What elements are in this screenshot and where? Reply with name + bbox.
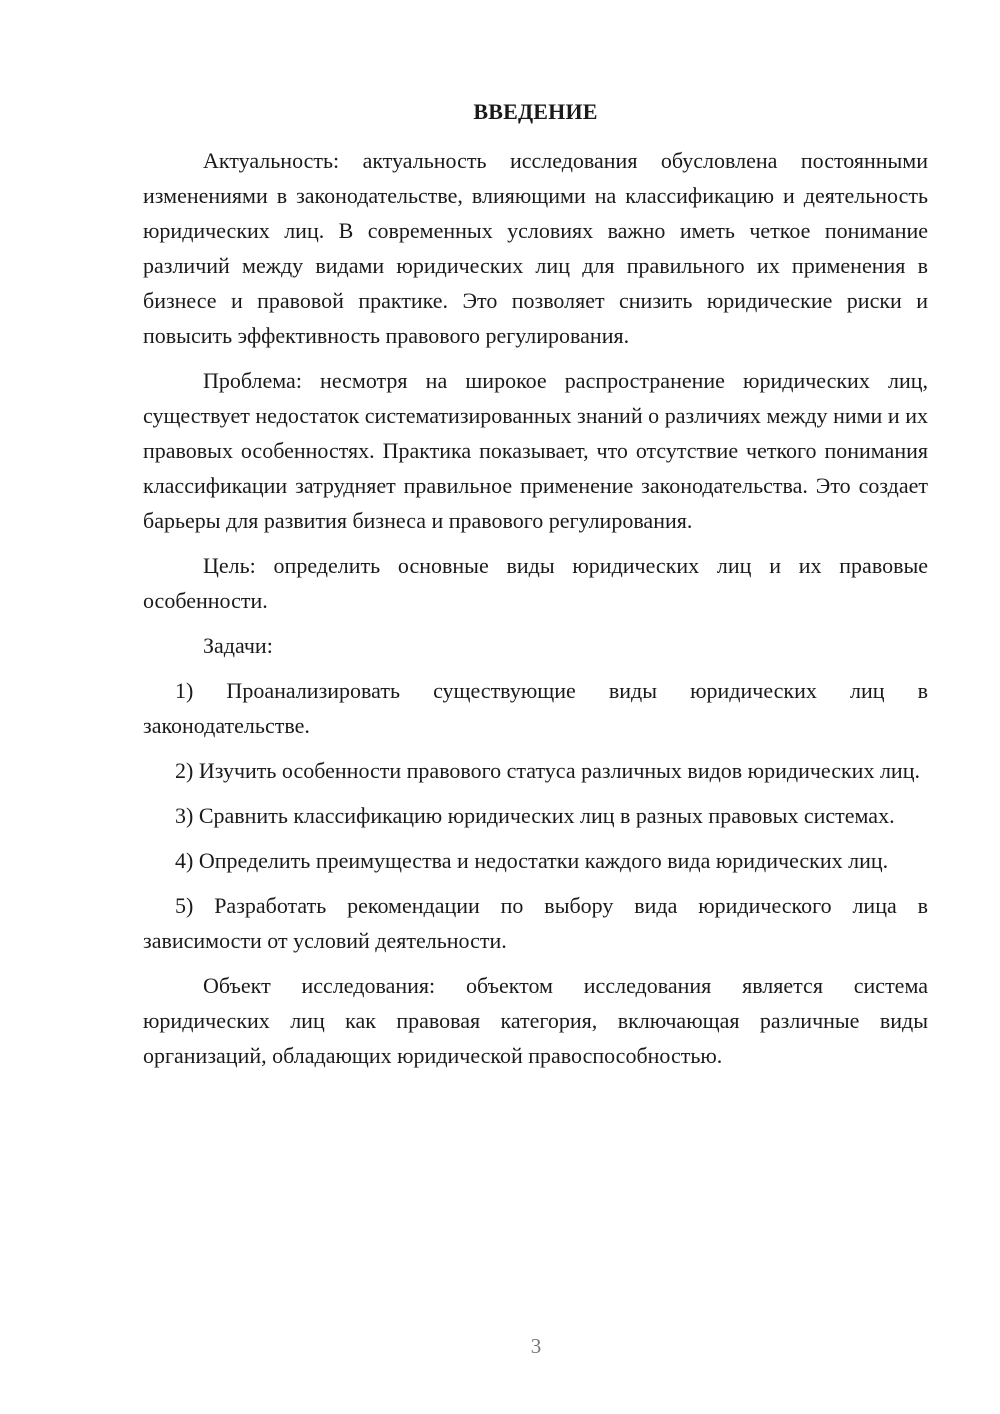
paragraph-goal: Цель: определить основные виды юридических лиц и их правовые особенности. (143, 553, 928, 613)
document-body (143, 143, 928, 1083)
task-item-2: 2) Изучить особенности правового статуса различных видов юридических лиц. (175, 758, 920, 783)
task-item-3: 3) Сравнить классификацию юридических лиц в разных правовых системах. (175, 803, 895, 828)
section-title: ВВЕДЕНИЕ (473, 99, 598, 124)
paragraph-relevance: Актуальность: актуальность исследования обусловлена постоянными изменениями в законодательстве, влияющими на классификацию и деятельность юридических лиц. В современных условиях важно иметь четкое понимание различий между видами юридических лиц для правильного их применения в бизнесе и правовой практике. Это позволяет снизить юридические риски и повысить эффективность правового регулирования. (143, 148, 928, 348)
paragraph-problem: Проблема: несмотря на широкое распространение юридических лиц, существует недостаток систематизированных знаний о различиях между ними и их правовых особенностях. Практика показывает, что отсутствие четкого понимания классификации затрудняет правильное применение законодательства. Это создает барьеры для развития бизнеса и правового регулирования. (143, 368, 928, 533)
task-item-1: 1) Проанализировать существующие виды юридических лиц в законодательстве. (143, 678, 928, 738)
paragraph-research-object: Объект исследования: объектом исследования является система юридических лиц как правовая категория, включающая различные виды организаций, обладающих юридической правоспособностью. (143, 973, 928, 1068)
task-item-4: 4) Определить преимущества и недостатки каждого вида юридических лиц. (175, 848, 889, 873)
task-item-5: 5) Разработать рекомендации по выбору вида юридического лица в зависимости от условий деятельности. (143, 893, 928, 953)
paragraph-tasks-heading: Задачи: (203, 633, 273, 658)
page-number: 3 (530, 1334, 542, 1358)
